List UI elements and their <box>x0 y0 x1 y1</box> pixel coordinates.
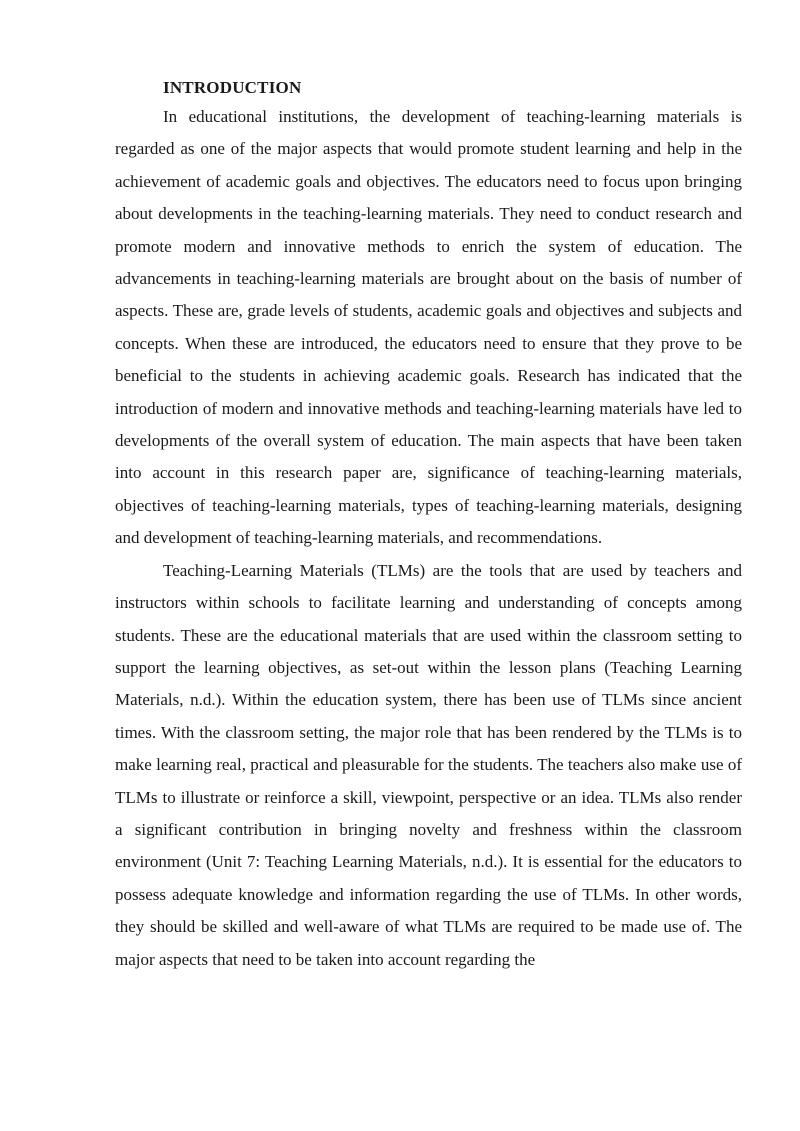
document-body <box>115 75 742 976</box>
paragraph-2: Teaching-Learning Materials (TLMs) are the tools that are used by teachers and instructors within schools to facilitate learning and understanding of concepts among students. These are the educational materials that are used within the classroom setting to support the learning objectives, as set-out within the lesson plans (Teaching Learning Materials, n.d.). Within the education system, there has been use of TLMs since ancient times. With the classroom setting, the major role that has been rendered by the TLMs is to make learning real, practical and pleasurable for the students. The teachers also make use of TLMs to illustrate or reinforce a skill, viewpoint, perspective or an idea. TLMs also render a significant contribution in bringing novelty and freshness within the classroom environment (Unit 7: Teaching Learning Materials, n.d.). It is essential for the educators to possess adequate knowledge and information regarding the use of TLMs. In other words, they should be skilled and well-aware of what TLMs are required to be made use of. The major aspects that need to be taken into account regarding the <box>115 560 742 969</box>
paragraph-1: In educational institutions, the development of teaching-learning materials is regarded as one of the major aspects that would promote student learning and help in the achievement of academic goals and objectives. The educators need to focus upon bringing about developments in the teaching-learning materials. They need to conduct research and promote modern and innovative methods to enrich the system of education. The advancements in teaching-learning materials are brought about on the basis of number of aspects. These are, grade levels of students, academic goals and objectives and subjects and concepts. When these are introduced, the educators need to ensure that they prove to be beneficial to the students in achieving academic goals. Research has indicated that the introduction of modern and innovative methods and teaching-learning materials have led to developments of the overall system of education. The main aspects that have been taken into account in this research paper are, significance of teaching-learning materials, objectives of teaching-learning materials, types of teaching-learning materials, designing and development of teaching-learning materials, and recommendations. <box>115 107 742 548</box>
section-heading: INTRODUCTION <box>163 78 302 97</box>
